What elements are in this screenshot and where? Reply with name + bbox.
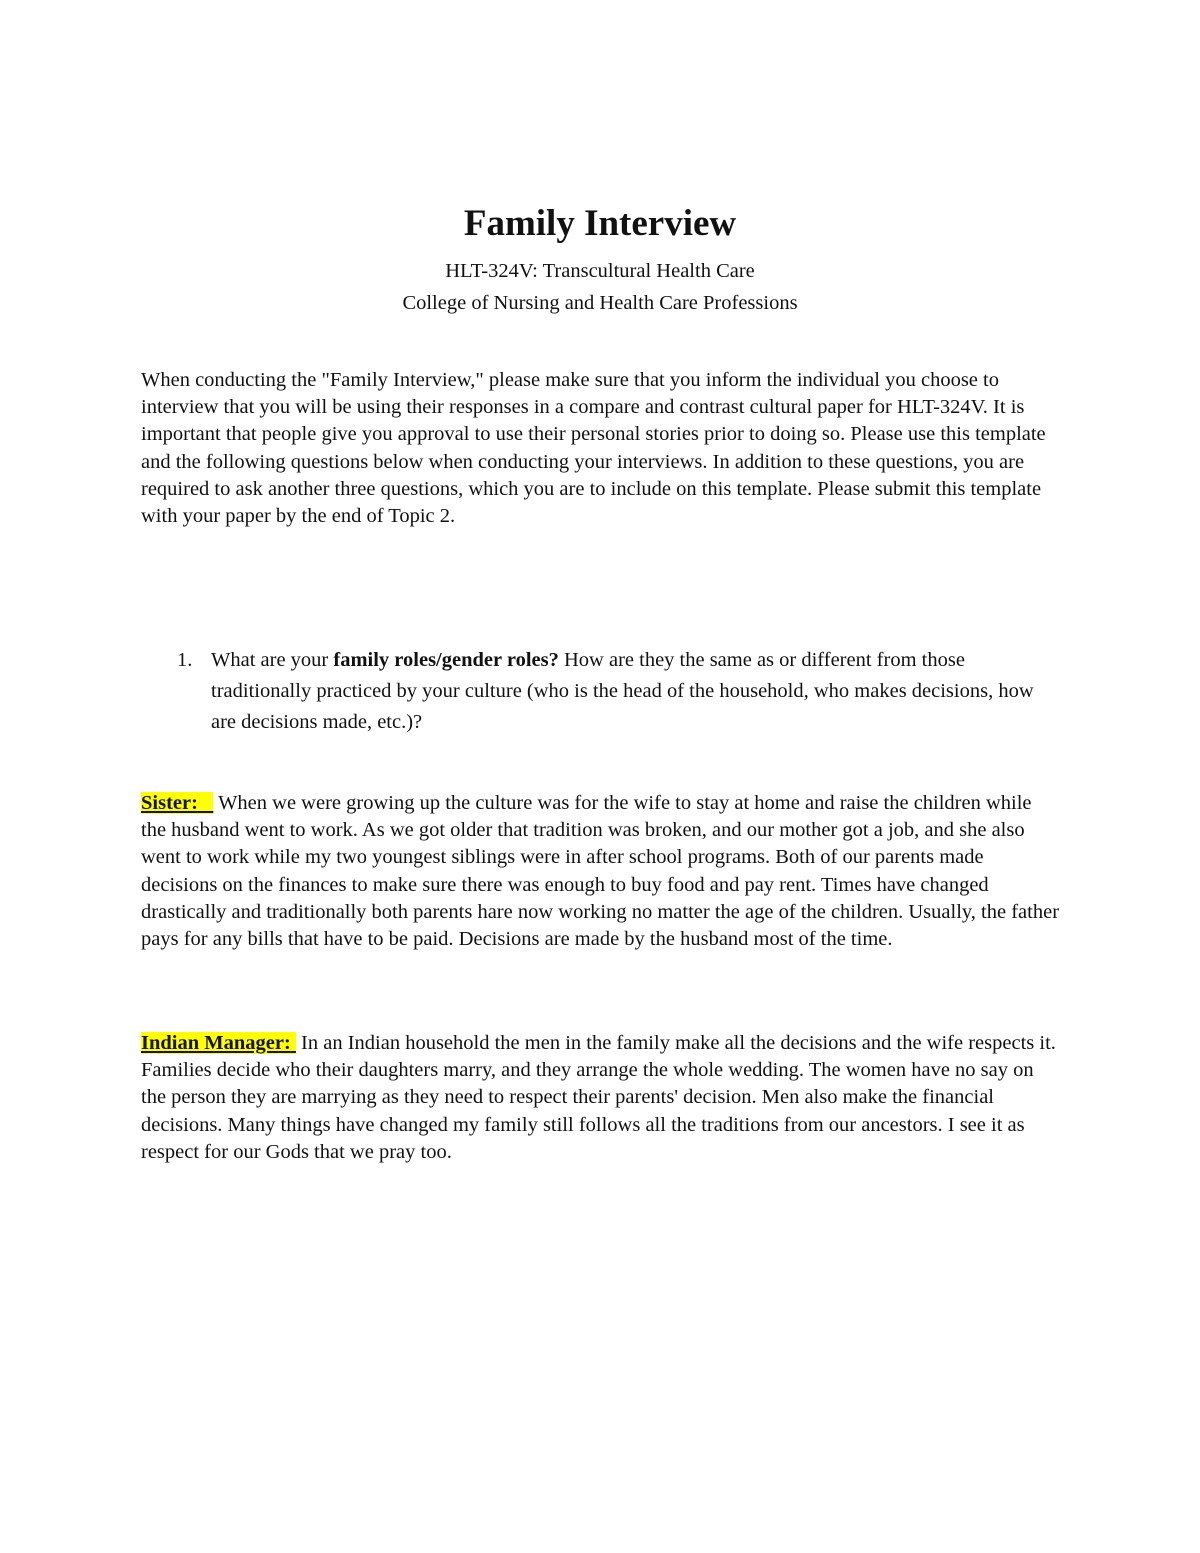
- speaker-name: Indian Manager:: [141, 1032, 291, 1054]
- document-title: Family Interview: [463, 203, 737, 244]
- course-subtitle: HLT-324V: Transcultural Health Care: [445, 260, 755, 282]
- question-bold-phrase: family roles/gender roles?: [333, 649, 559, 671]
- answer-indian-manager: [141, 1030, 1061, 1166]
- speaker-label-sister: [141, 792, 213, 814]
- question-text: [211, 645, 1061, 738]
- question-item: [141, 645, 1061, 738]
- speaker-underline-trail: [291, 1032, 296, 1054]
- question-suffix: How are they the same as or different from those traditionally practiced by your culture (who is the head of the household, who makes decisions, how are decisions made, etc.)?: [211, 649, 1034, 733]
- answer-text: When we were growing up the culture was for the wife to stay at home and raise the children while the husband went to work. As we got older that tradition was broken, and our mother got a job, and she also went to work while my two youngest siblings were in after school programs. Both of our parents made decisions on the finances to make sure there was enough to buy food and pay rent. Times have changed drastically and traditionally both parents hare now working no matter the age of the children. Usually, the father pays for any bills that have to be paid. Decisions are made by the husband most of the time.: [141, 792, 1060, 951]
- college-subtitle: College of Nursing and Health Care Professions: [402, 292, 798, 314]
- speaker-name: Sister:: [141, 792, 198, 814]
- answer-sister: [141, 790, 1061, 953]
- speaker-underline-trail: [198, 792, 213, 814]
- answer-text: In an Indian household the men in the family make all the decisions and the wife respects it. Families decide who their daughters marry, and they arrange the whole wedding. The women have no say on the person they are marrying as they need to respect their parents' decision. Men also make the financial decisions. Many things have changed my family still follows all the traditions from our ancestors. I see it as respect for our Gods that we pray too.: [141, 1032, 1056, 1163]
- speaker-label-indian-manager: [141, 1032, 296, 1054]
- question-number: 1.: [177, 649, 193, 671]
- intro-paragraph: When conducting the "Family Interview," please make sure that you inform the individual you choose to interview that you will be using their responses in a compare and contrast cultural paper for HLT-324V. It is important that people give you approval to use their personal stories prior to doing so. Please use this template and the following questions below when conducting your interviews. In addition to these questions, you are required to ask another three questions, which you are to include on this template. Please submit this template with your paper by the end of Topic 2.: [141, 369, 1046, 528]
- question-prefix: What are your: [211, 649, 334, 671]
